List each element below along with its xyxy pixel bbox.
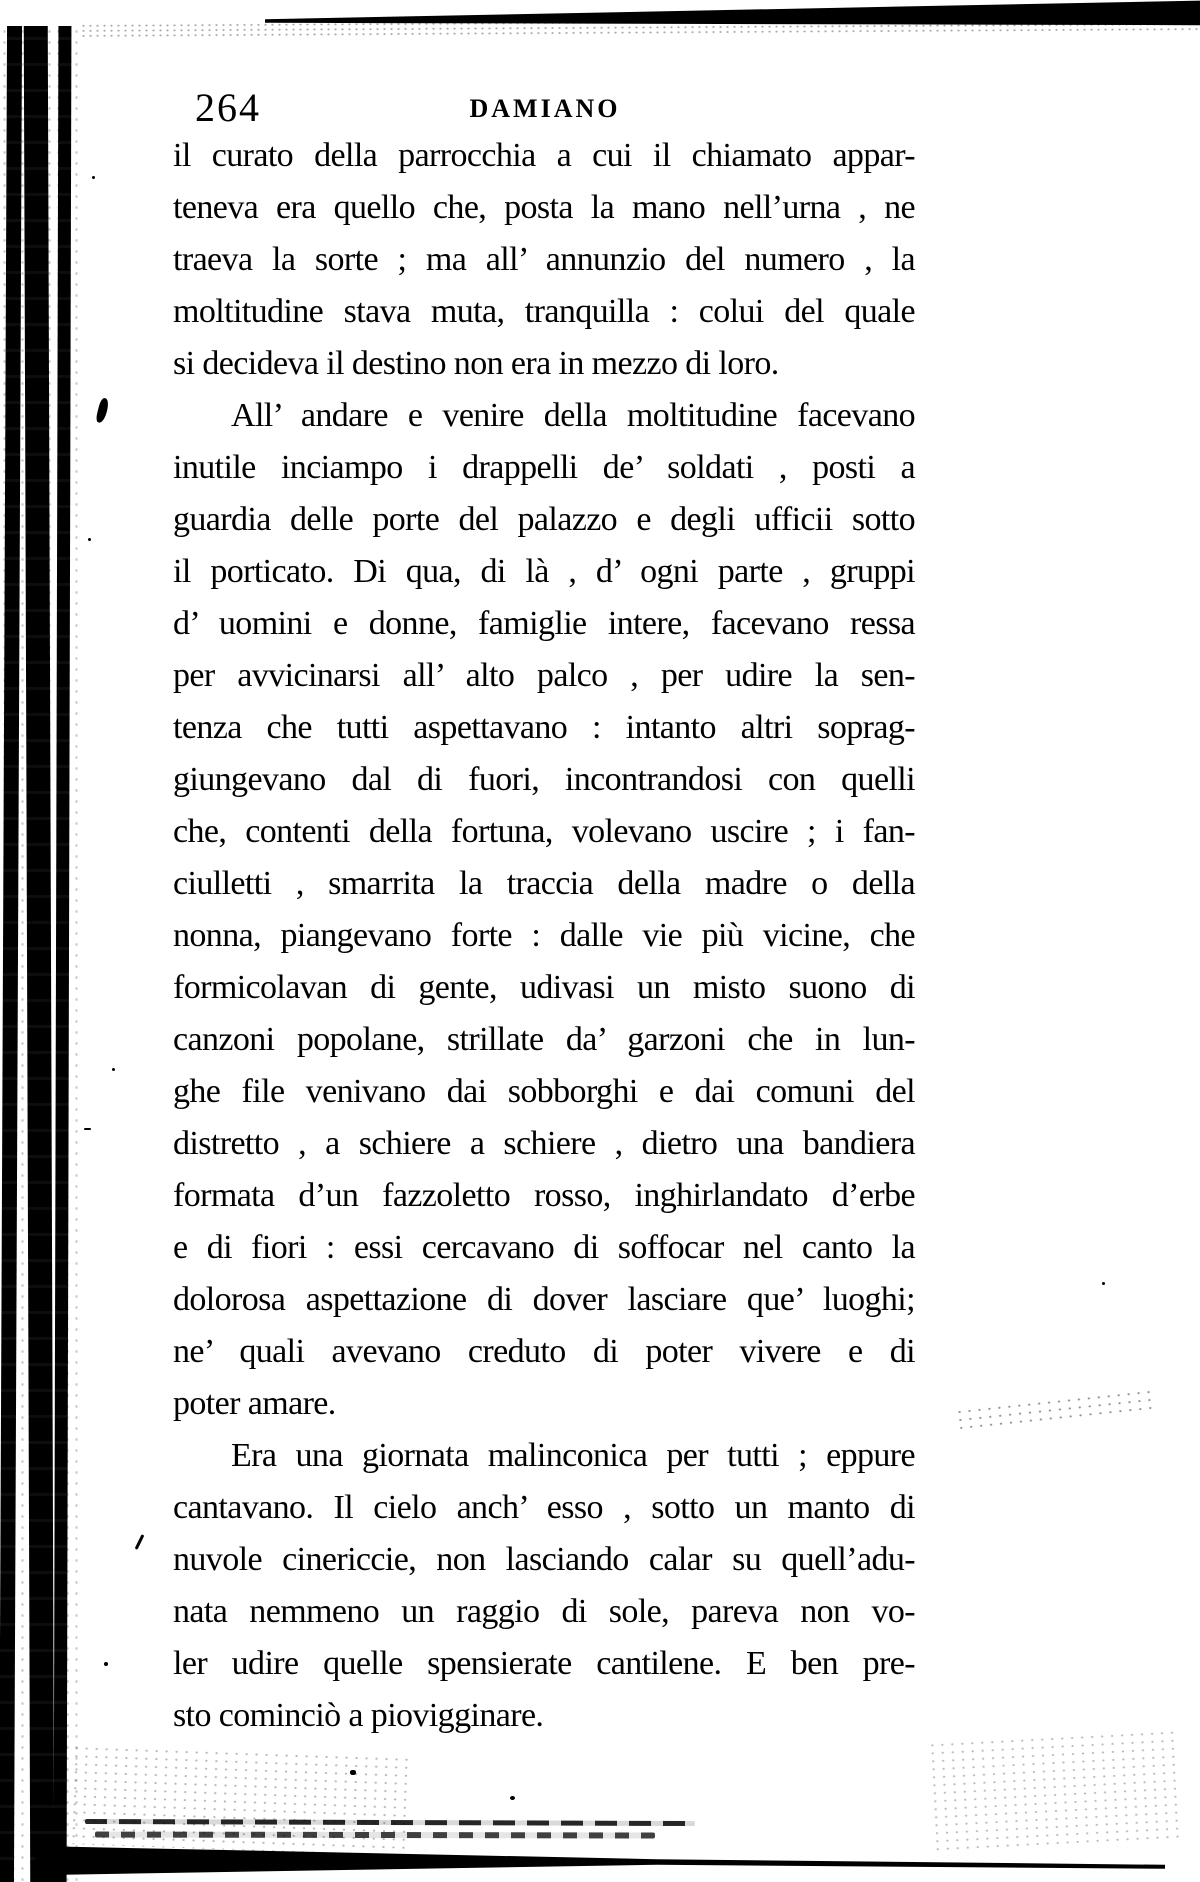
text-line: e di fiori : essi cercavano di soffocar nel canto la: [173, 1229, 915, 1266]
text-line: il porticato. Di qua, di là , d’ ogni parte , gruppi: [173, 553, 915, 590]
text-line: formata d’un fazzoletto rosso, inghirlandato d’erbe: [173, 1177, 915, 1214]
ink-speckle: [112, 1068, 115, 1071]
text-line: poter amare.: [173, 1385, 336, 1422]
text-line: nonna, piangevano forte : dalle vie più vicine, che: [173, 917, 915, 954]
text-block: [173, 130, 915, 1742]
text-line: dolorosa aspettazione di dover lasciare que’ luoghi;: [173, 1281, 915, 1318]
text-line: ciulletti , smarrita la traccia della madre o della: [173, 865, 915, 902]
ink-speckle: [1102, 1282, 1105, 1285]
ink-speckle: [135, 1534, 145, 1550]
scan-streak: [95, 1832, 655, 1839]
text-line: nuvole cinericcie, non lasciando calar su quell’adu-: [173, 1541, 915, 1578]
text-line: moltitudine stava muta, tranquilla : colui del quale: [173, 293, 915, 330]
text-line: nata nemmeno un raggio di sole, pareva non vo-: [173, 1593, 915, 1630]
text-line: guardia delle porte del palazzo e degli ufficii sotto: [173, 501, 915, 538]
scan-noise-patch: [954, 1388, 1156, 1435]
text-line: Era una giornata malinconica per tutti ; eppure: [231, 1437, 915, 1474]
text-line: traeva la sorte ; ma all’ annunzio del numero , la: [173, 241, 915, 278]
text-line: inutile inciampo i drappelli de’ soldati , posti a: [173, 449, 915, 486]
ink-speckle: [92, 176, 95, 179]
ink-speckle: [510, 1796, 515, 1800]
text-line: il curato della parrocchia a cui il chiamato appar-: [173, 137, 915, 174]
text-line: si decideva il destino non era in mezzo di loro.: [173, 345, 779, 382]
text-line: canzoni popolane, strillate da’ garzoni che in lun-: [173, 1021, 915, 1058]
page-header: [175, 84, 915, 134]
text-line: ler udire quelle spensierate cantilene. E ben pre-: [173, 1645, 915, 1682]
ink-speckle: [104, 1662, 108, 1666]
text-line: giungevano dal di fuori, incontrandosi con quelli: [173, 761, 915, 798]
text-line: distretto , a schiere a schiere , dietro una bandiera: [173, 1125, 915, 1162]
ink-speckle: [95, 397, 110, 423]
text-line: ghe file venivano dai sobborghi e dai comuni del: [173, 1073, 915, 1110]
scan-noise-patch: [927, 1729, 1183, 1857]
text-line: ne’ quali avevano creduto di poter vivere e di: [173, 1333, 915, 1370]
text-line: d’ uomini e donne, famiglie intere, facevano ressa: [173, 605, 915, 642]
text-line: teneva era quello che, posta la mano nell’urna , ne: [173, 189, 915, 226]
text-line: cantavano. Il cielo anch’ esso , sotto un manto di: [173, 1489, 915, 1526]
text-line: formicolavan di gente, udivasi un misto suono di: [173, 969, 915, 1006]
text-line: tenza che tutti aspettavano : intanto altri soprag-: [173, 709, 915, 746]
text-line: per avvicinarsi all’ alto palco , per udire la sen-: [173, 657, 915, 694]
binding-noise: [0, 26, 80, 1882]
ink-speckle: [84, 1128, 91, 1130]
text-line: sto cominciò a piovigginare.: [173, 1697, 544, 1734]
scan-top-noise: [80, 17, 1200, 38]
text-line: All’ andare e venire della moltitudine facevano: [231, 397, 915, 434]
scan-noise-patch: [68, 1744, 411, 1856]
page-number: 264: [195, 85, 261, 130]
running-header: DAMIANO: [469, 94, 621, 123]
book-binding-shadow: [0, 26, 80, 1882]
ink-speckle: [64, 302, 67, 305]
ink-speckle: [88, 538, 91, 541]
text-line: che, contenti della fortuna, volevano uscire ; i fan-: [173, 813, 915, 850]
